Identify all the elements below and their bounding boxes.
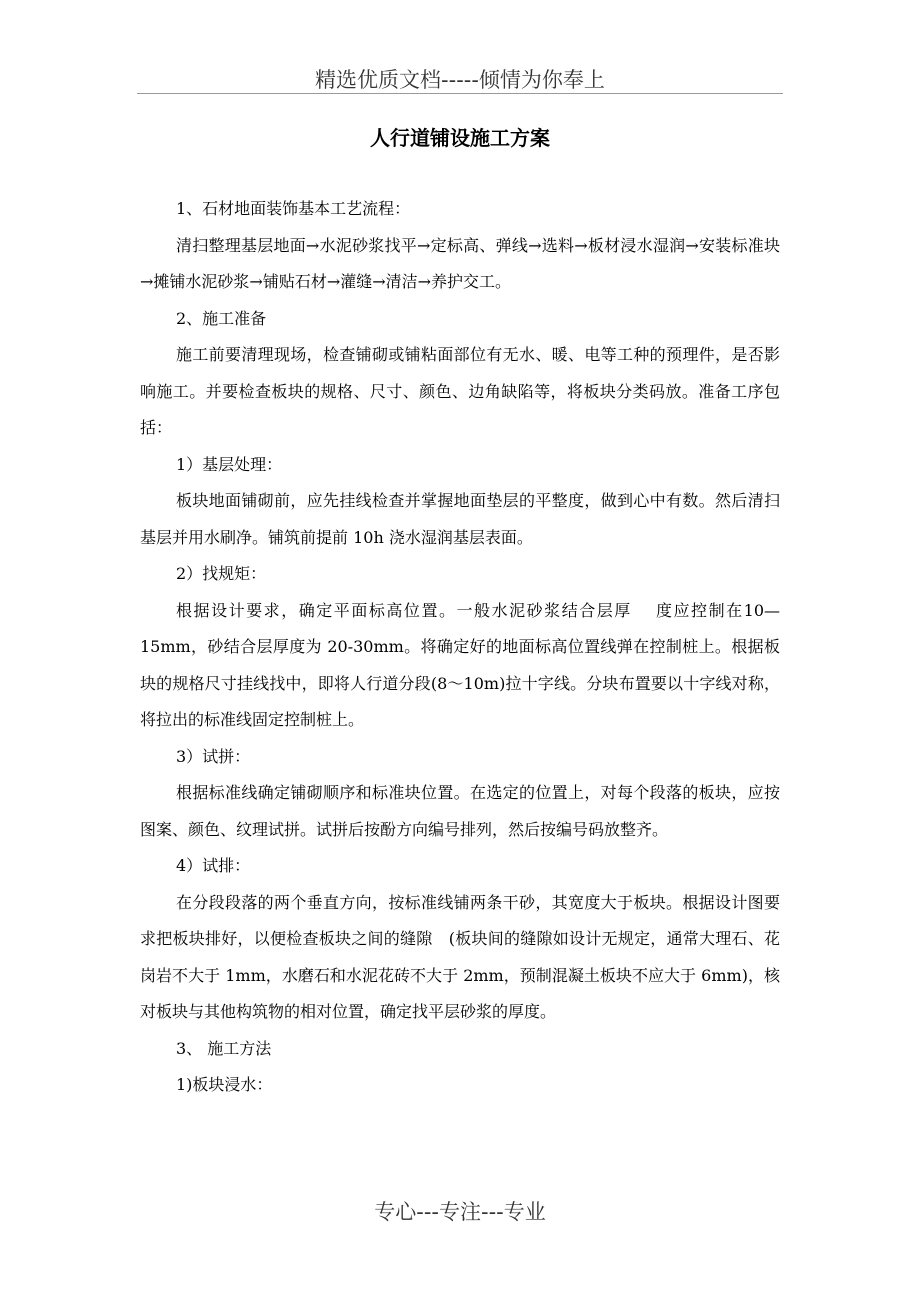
document-title: 人行道铺设施工方案 [370,126,550,150]
section-heading-preparation: 2、施工准备 [176,308,267,328]
subheading-soaking: 1)板块浸水： [176,1075,273,1094]
paragraph-preparation: 施工前要清理现场，检查铺砌或铺粘面部位有无水、暖、电等工种的预理件，是否影响施工。并要检查板块的规格、尺寸、颜色、边角缺陷等，将板块分类码放。准备工序包括： [140,345,780,437]
header-divider [137,93,783,94]
subheading-layout: 2）找规矩： [176,564,267,583]
section-heading-process: 1、石材地面装饰基本工艺流程： [176,199,411,218]
paragraph-trial-fit: 根据标准线确定铺砌顺序和标准块位置。在选定的位置上，对每个段落的板块，应按图案、颜色、纹理试拼。试拼后按酚方向编号排列，然后按编号码放整齐。 [140,783,780,839]
subheading-base-treatment: 1）基层处理： [176,454,283,474]
page-header-text: 精选优质文档-----倾情为你奉上 [315,68,605,92]
paragraph-base-treatment: 板块地面铺砌前，应先挂线检查并掌握地面垫层的平整度，做到心中有数。然后清扫基层并用水刷净。铺筑前提前 10h 浇水湿润基层表面。 [140,491,780,547]
subheading-trial-arrangement: 4）试排： [176,856,251,875]
section-heading-method: 3、 施工方法 [176,1038,272,1058]
document-body [140,191,780,1104]
page-footer-text: 专心---专注---专业 [374,1200,546,1224]
paragraph-layout: 根据设计要求，确定平面标高位置。一般水泥砂浆结合层厚 度应控制在10—15mm，砂结合层厚度为 20-30mm。将确定好的地面标高位置线弹在控制桩上。根据板块的规格尺寸挂线找中，即将人行道分段(8～10m)拉十字线。分块布置要以十字线对称，将拉出的标准线固定控制桩上。 [140,600,780,729]
paragraph-process-flow: 清扫整理基层地面→水泥砂浆找平→定标高、弹线→选料→板材浸水湿润→安装标准块→摊铺水泥砂浆→铺贴石材→灌缝→清洁→养护交工。 [140,235,780,291]
subheading-trial-fit: 3）试拼： [176,746,251,766]
paragraph-trial-arrangement: 在分段段落的两个垂直方向，按标准线铺两条干砂，其宽度大于板块。根据设计图要求把板块排好，以便检查板块之间的缝隙 (板块间的缝隙如设计无规定，通常大理石、花岗岩不大于 1mm，水磨石和水泥花砖不大于 2mm，预制混凝土板块不应大于 6mm)，核对板块与其他构筑物的相对位置，确定找平层砂浆的厚度。 [140,892,780,1021]
